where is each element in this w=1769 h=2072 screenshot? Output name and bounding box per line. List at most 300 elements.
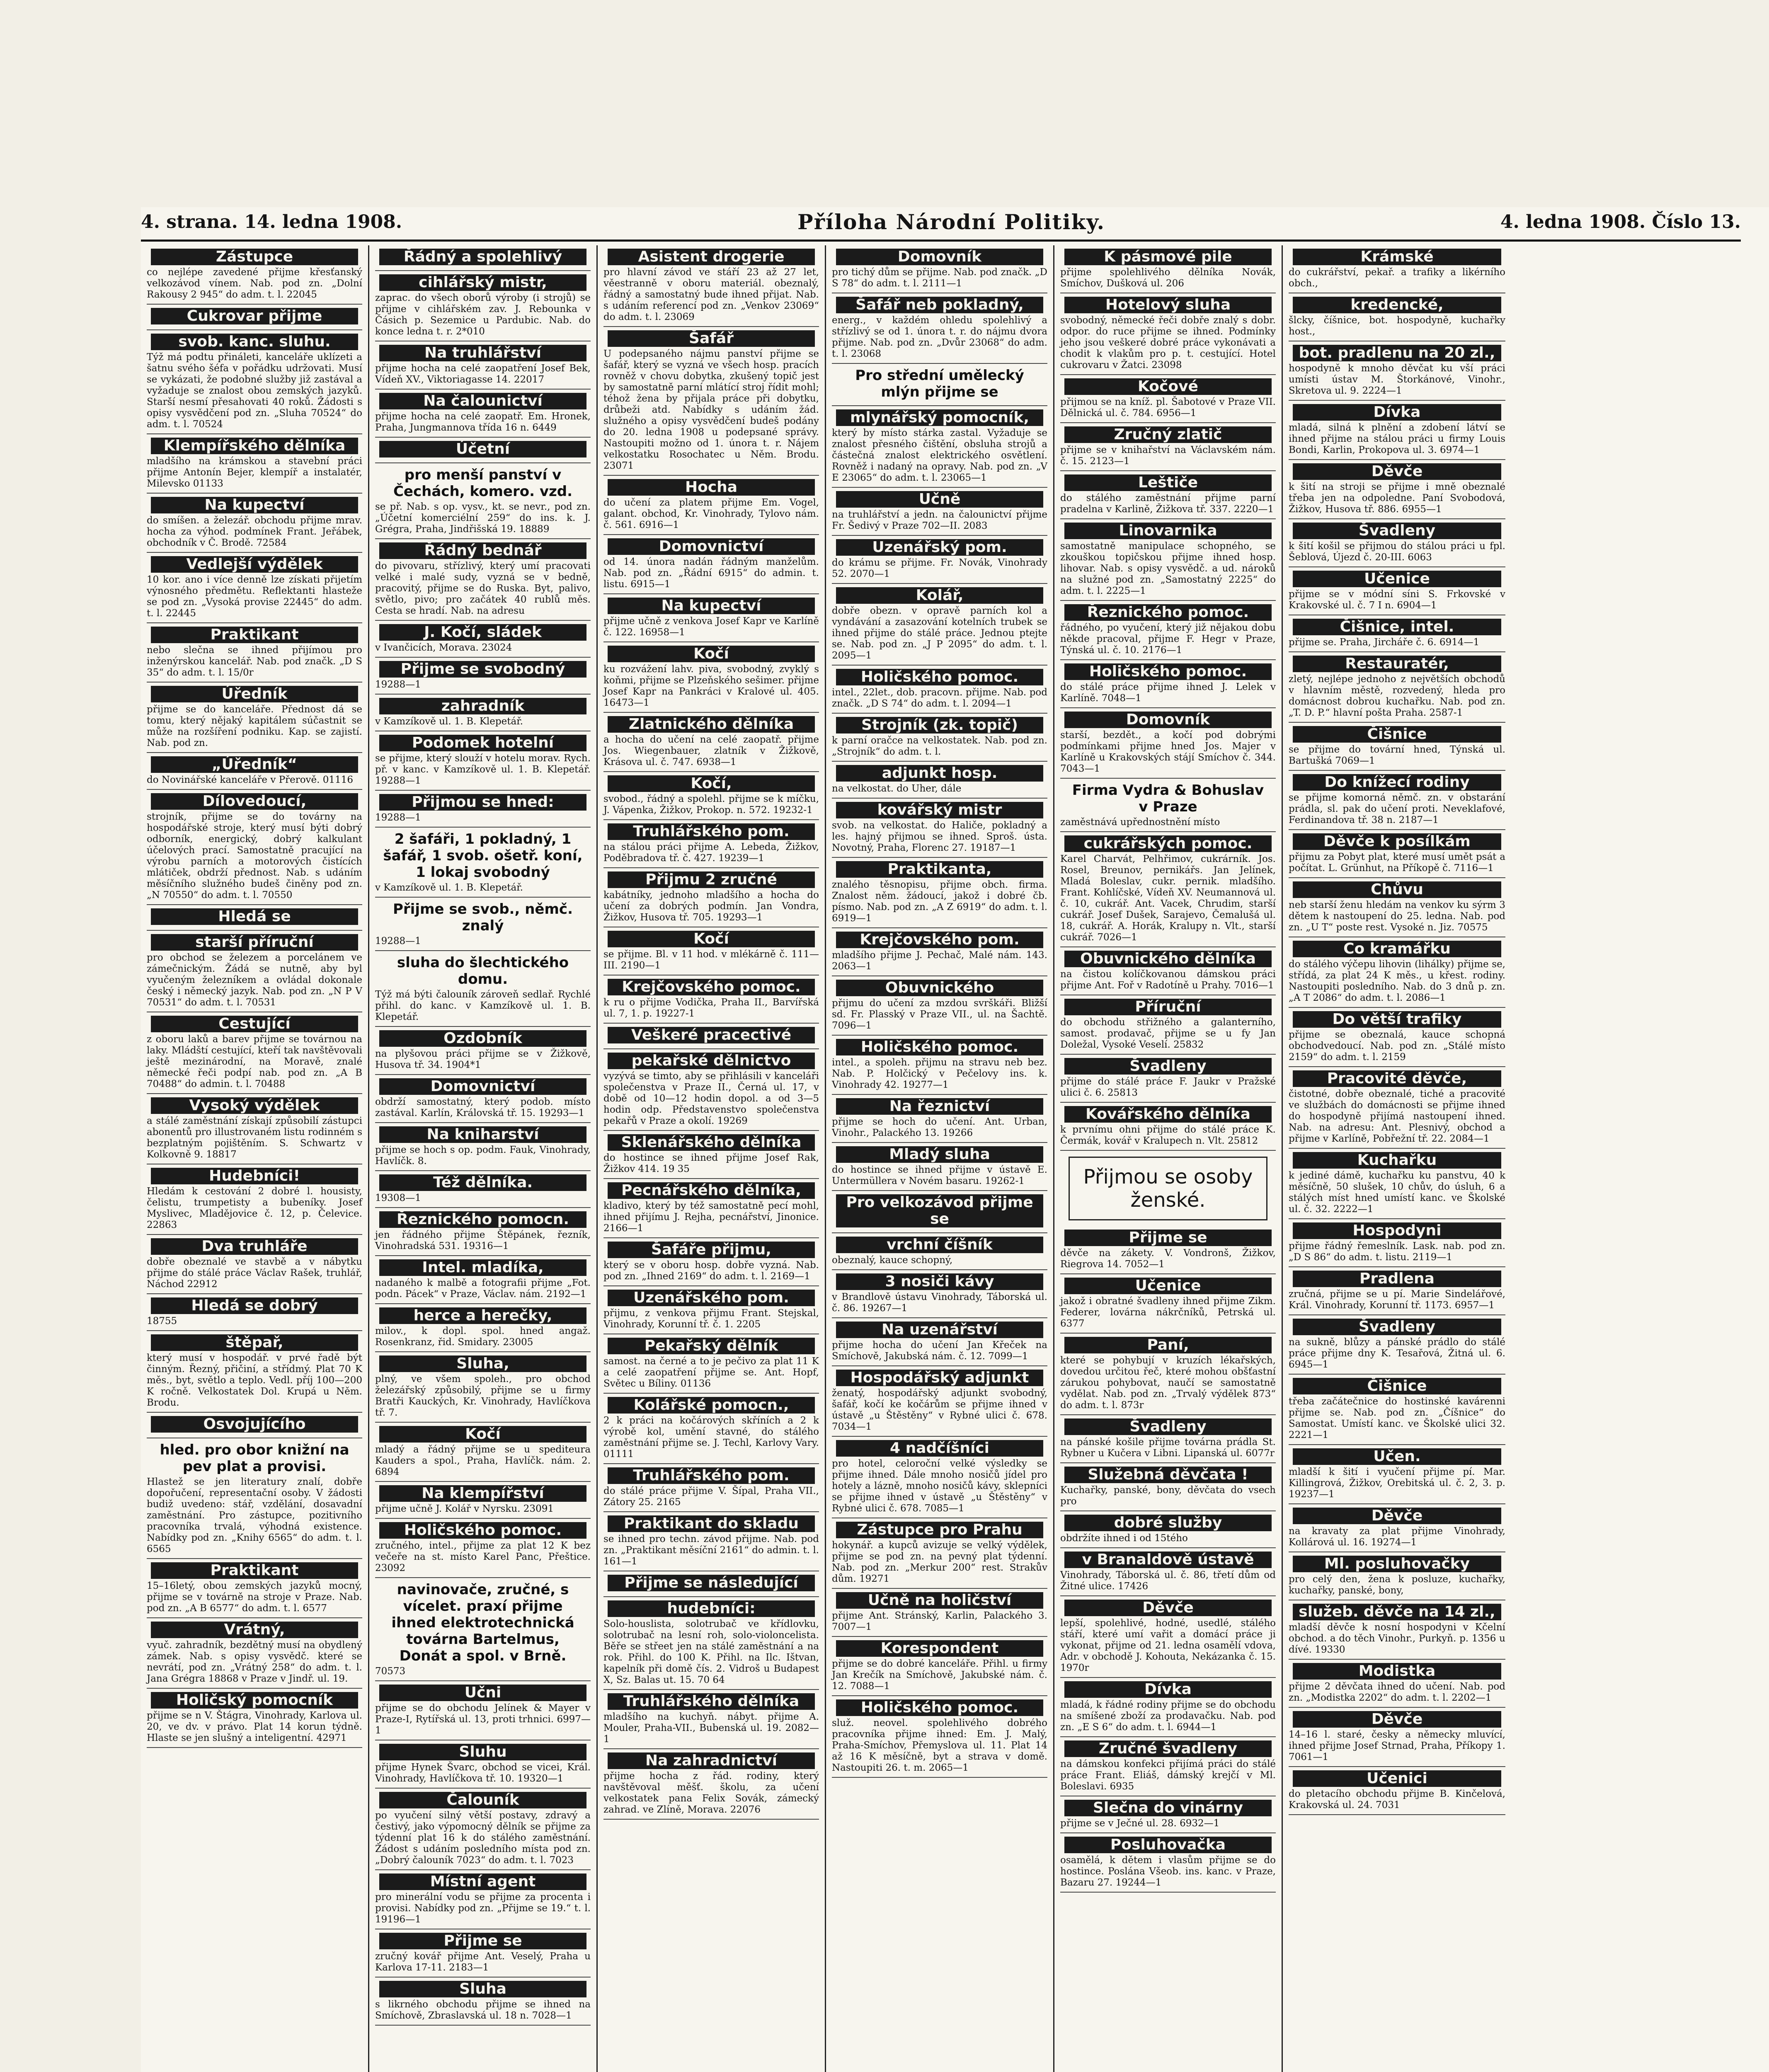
classified-ad (832, 1036, 1047, 1095)
ad-body: přijme učně z venkova Josef Kapr ve Karlíně č. 122. 16958—1 (603, 616, 819, 638)
classified-ad (832, 1191, 1047, 1233)
ad-body: přijme se. Praha, Jircháře č. 6. 6914—1 (1289, 637, 1480, 648)
ad-body: přijme Ant. Stránský, Karlin, Palackého 3. 7007—1 (832, 1610, 1047, 1632)
classified-ad (1060, 832, 1276, 947)
ad-body: přijme spolehlivého dělníka Novák, Smíchov, Dušková ul. 206 (1060, 267, 1276, 289)
ad-headline: Hotelový sluha (1064, 297, 1272, 313)
ad-headline: Praktikant (151, 627, 358, 643)
ad-headline: Ozdobník (379, 1030, 586, 1047)
ad-body: který musí v hospodář. v prvé řadě být činným. Řezný, přičiní, a střídmý. Plat 70 K měs., byt, světlo a teplo. Vedl. příj 100—200 K ročně. Velkostatek Dol. Krupá u Něm. Brodu. (147, 1353, 362, 1408)
ad-headline: Holičského pomoc. (836, 669, 1043, 685)
ad-body: a stálé zaměstnání získají způsobilí zástupci abonentů pro illustrovaném listu rodinném s bezplatným pojištěním. S. Schwartz v Kolkovně 9. 18817 (147, 1116, 362, 1160)
classified-ad (147, 683, 362, 753)
ad-body: strojník, přijme se do továrny na hospodářské stroje, který musí býti dobrý odborník, energický, dobrý kalkulant účelových prací. Samostatně pracující na výrobu parních a motorových čistících mlátiček, obdrží přednost. Nab. s udáním měsíčního služného budeš činěny pod zn. „N 70550“ do adm. t. l. 70550 (147, 811, 362, 900)
ad-headline: Učni (379, 1685, 586, 1701)
classified-ad (1289, 567, 1505, 615)
classified-ad (147, 305, 362, 330)
classified-ad (603, 820, 819, 868)
ad-body: znalého těsnopisu, přijme obch. firma. Znalost něm. žádoucí, jakož i dobré čb. písmo. Nab. pod zn. „A Z 6919“ do adm. t. l. 6919—1 (832, 879, 1047, 924)
ad-headline: Restauratér, (1293, 656, 1501, 672)
classified-ad (147, 753, 362, 790)
classified-ad (1289, 771, 1505, 830)
ad-headline: Sluha, (379, 1356, 586, 1372)
ad-headline: Sluha (379, 1981, 586, 1997)
classified-ad (1289, 1149, 1505, 1219)
classified-ad (603, 1597, 819, 1690)
ad-headline: Na truhlářství (379, 345, 586, 361)
ad-body: na plyšovou práci přijme se v Žižkově, Husova tř. 34. 1904*1 (375, 1048, 591, 1070)
ad-body: na pánské košile přijme továrna prádla St. Rybner u Kučera v Libni. Lipanská ul. 6077r (1060, 1437, 1276, 1459)
classified-ad (375, 245, 591, 271)
ad-headline: štěpař, (151, 1334, 358, 1351)
ad-headline: Uzenářského pom. (608, 1290, 815, 1306)
ad-body: které se pohybují v kruzích lékařských, dovedou určitou řeč, které mohou obšťastní zárukou pohybovat, naučí se samostatně vydělat. Nab. pod zn. „Trvalý výdělek 873“ do adm. t. l. 873r (1060, 1355, 1276, 1411)
ad-headline: Na kupectví (151, 497, 358, 513)
ad-headline: Strojník (zk. topič) (836, 717, 1043, 733)
ad-body: od 14. února nadán řádným manželům. Nab. pod zn. „Řádní 6915“ do admin. t. listu. 6915—1 (603, 557, 819, 590)
classified-ad (1060, 1226, 1276, 1274)
ad-body: Hledám k cestování 2 dobré l. housisty, čelistu, trumpetisty a bubeníky. Josef Myslivec, Mladějovice č. 12, p. Čelevice. 22863 (147, 1186, 362, 1230)
ad-headline: kovářský mistr (836, 802, 1043, 818)
ad-headline: v Branaldově ústavě (1064, 1552, 1272, 1568)
classified-ad (603, 868, 819, 927)
ad-body: mladšího na krámskou a stavební práci přijme Antonín Bejer, klempíř a instalatér, Milevsko 01133 (147, 456, 362, 489)
classified-ad (1060, 947, 1276, 995)
classified-ad (375, 1740, 591, 1789)
section-heading: Přijmou se osoby ženské. (1069, 1157, 1267, 1220)
ad-headline: Veškeré pracectivé (608, 1027, 815, 1043)
ad-body: se přijme. Bl. v 11 hod. v mlékárně č. 111—III. 2190—1 (603, 949, 819, 971)
ad-body: energ., v každém ohledu spolehlivý a střízlivý se od 1. února t. r. do nájmu dvora přijme. Nab. pod zn. „Dvůr 23068“ do adm. t. l. 23068 (832, 315, 1047, 359)
ad-headline: J. Kočí, sládek (379, 624, 586, 641)
classified-ad (832, 488, 1047, 536)
classified-ad (375, 1423, 591, 1482)
classified-ad (1060, 1833, 1276, 1893)
ad-headline: 2 šafáři, 1 pokladný, 1 šafář, 1 svob. ošetř. koní, 1 lokaj svobodný (383, 831, 583, 881)
classified-ad (832, 1637, 1047, 1696)
ad-body: 19288—1 (375, 679, 421, 690)
ad-body: v Kamzíkově ul. 1. B. Klepetář. (375, 882, 523, 893)
ad-body: na truhlářství a jedn. na čalounictví přijme Fr. Šedivý v Praze 702—II. 2083 (832, 509, 1047, 531)
ad-headline: Děvče (1293, 463, 1501, 480)
ad-headline: Osvojujícího (151, 1416, 358, 1433)
classified-ad (1289, 1008, 1505, 1067)
page-header (141, 207, 1741, 236)
ad-body: se přijme komorná němč. zn. v obstarání prádla, sl. pak do učení proti. Neveklafové, Ferdinandova tř. 38 n. 2187—1 (1289, 792, 1505, 825)
ad-columns (141, 245, 1741, 2072)
ad-body: do pletacího obchodu přijme B. Kinčelová, Krakovská ul. 24. 7031 (1289, 1789, 1505, 1811)
classified-ad (375, 1789, 591, 1870)
classified-ad (375, 1929, 591, 1978)
ad-headline: Posluhovačka (1064, 1837, 1272, 1853)
ad-body: se ihned pro techn. závod přijme. Nab. pod zn. „Praktikant měsíční 2161“ do admin. t. l. 161—1 (603, 1534, 819, 1567)
ad-body: na čistou kolíčkovanou dámskou práci přijme Ant. Foř v Radotíně u Prahy. 7016—1 (1060, 969, 1276, 991)
ad-body: a hocha do učení na celé zaopatř. přijme Jos. Wiegenbauer, zlatník v Žižkově, Krásova ul. č. 747. 6938—1 (603, 734, 819, 767)
ad-body: pro celý den, žena k posluze, kuchařky, kuchařky, panské, bony, (1289, 1574, 1505, 1596)
classified-ad (1289, 937, 1505, 1008)
classified-ad (375, 791, 591, 828)
ad-headline: Obuvnického (836, 980, 1043, 996)
ad-headline: Asistent drogerie (608, 249, 815, 265)
classified-ad (832, 714, 1047, 762)
ad-headline: Domovnictví (608, 538, 815, 555)
classified-ad (1289, 1267, 1505, 1315)
ad-body: vyzývá se timto, aby se přihlásili v kanceláři společenstva v Praze II., Černá ul. 17, v době od 10—12 hodin dopol. a od 3—5 hodin odp. Představenstvo společenstva pekařů v Praze a okolí. 19269 (603, 1071, 819, 1126)
classified-ad (1060, 375, 1276, 423)
ad-body: Vinohrady, Táborská ul. č. 86, třetí dům od Žitné ulice. 17426 (1060, 1570, 1276, 1592)
ad-headline: Učenici (1293, 1770, 1501, 1787)
ad-body: hokynář. a kupců avizuje se velký výdělek, přijme se pod zn. na pevný plat týdenní. Nab. pod zn. „Merkur 200“ rest. Strakův dům. 19271 (832, 1540, 1047, 1584)
ad-headline: kredencké, (1293, 297, 1501, 313)
column-1 (141, 245, 369, 2072)
ad-body: mladší k šití i vyučení přijme pí. Mar. Killingrová, Žižkov, Orebitská ul. č. 2, 3. p. 19237—1 (1289, 1467, 1505, 1500)
ad-body: zaměstnává upřednostnění místo (1060, 817, 1220, 828)
ad-body: šlcky, číšnice, bot. hospodyně, kuchařky host., (1289, 315, 1505, 337)
classified-ad (147, 1438, 362, 1559)
ad-headline: Řeznického pomocn. (379, 1211, 586, 1228)
ad-body: do stálého zaměstnání přijme parní pradelna v Karlině, Žižkova tř. 337. 2220—1 (1060, 493, 1276, 515)
ad-body: na velkostat. do Uher, dále (832, 783, 962, 794)
ad-body: nadaného k malbě a fotografii přijme „Fot. podn. Pácek“ v Praze, Václav. nám. 2192—1 (375, 1278, 591, 1300)
ad-body: co nejlépe zavedené přijme křesťanský velkozávod vínem. Nab. pod zn. „Dolní Rakousy 2 945“ do adm. t. l. 22045 (147, 267, 362, 300)
ad-headline: Učně na holičství (836, 1592, 1043, 1609)
ad-body: 19308—1 (375, 1193, 421, 1203)
classified-ad (603, 1238, 819, 1286)
ad-headline: mlynářský pomocník, (836, 409, 1043, 426)
classified-ad (1060, 471, 1276, 519)
ad-headline: Pro velkozávod přijme se (836, 1194, 1043, 1227)
classified-ad (603, 1179, 819, 1238)
ad-headline: hled. pro obor knižní na pev plat a provisi. (160, 1442, 349, 1475)
ad-body: z oboru laků a barev přijme se továrnou na laky. Mládští cestující, kteří tak navštěvovali ještě mezinárodní, na Moravě, znalé německé řeči podpí nab. pod zn. „A B 70488“ do admin. t. l. 70488 (147, 1034, 362, 1089)
ad-headline: Přijme se následující (608, 1575, 815, 1591)
ad-body: řádného, po vyučení, který již nějakou dobu někde pracoval, přijme F. Hegr v Praze, Týnská ul. č. 10. 2176—1 (1060, 622, 1276, 656)
ad-headline: Čišnice (1293, 726, 1501, 743)
ad-headline: Chůvu (1293, 881, 1501, 898)
ad-headline: Slečna do vinárny (1064, 1800, 1272, 1816)
ad-body: dobře obezn. v opravě parních kol a vyndávání a zasazování kotelních trubek se ihned přijme do stálé práce. Jednou ptejte se. Nab. pod zn. „J P 2095“ do adm. t. l. 2095—1 (832, 605, 1047, 661)
ad-headline: Přijme se svob., němč. znalý (393, 901, 573, 934)
ad-body: k parní oračce na velkostatek. Nab. pod zn. „Strojník“ do adm. t. l. (832, 735, 1047, 757)
classified-ad (603, 1131, 819, 1179)
ad-body: přijme se hoch do učení. Ant. Urban, Vinohr., Palackého 13. 19266 (832, 1116, 1047, 1138)
ad-body: pro minerální vodu se přijme za procenta i provisi. Nabídky pod zn. „Přijme se 19.“ t. l. 19196—1 (375, 1892, 591, 1925)
classified-ad (832, 1437, 1047, 1518)
ad-headline: Domovnictví (379, 1078, 586, 1095)
ad-headline: Hledá se dobrý (151, 1297, 358, 1314)
classified-ad (1060, 1511, 1276, 1548)
ad-body: svob. na velkostat. do Haliče, pokladný a les. hajný přijmou se ihned. Sproš. ústa. Novotný, Praha, Florenc 27. 19187—1 (832, 820, 1047, 853)
classified-ad (375, 1482, 591, 1519)
ad-body: 19288—1 (375, 936, 421, 946)
ad-headline: Praktikant (151, 1562, 358, 1579)
ad-headline: Přijmu 2 zručné (608, 871, 815, 888)
classified-ad (603, 927, 819, 975)
ad-headline: Hledá se (151, 908, 358, 925)
ad-headline: pro menší panství v Čechách, komero. vzd. (393, 467, 573, 500)
ad-body: se přijme, který slouží v hotelu morav. Rych. př. v kanc. v Kamzíkově ul. 1. B. Klepetář. 19288—1 (375, 753, 591, 786)
ad-headline: Holičského pomoc. (1064, 663, 1272, 680)
ad-headline: Do větší trafiky (1293, 1011, 1501, 1028)
ad-body: děvče na zákety. V. Vondronš, Žižkov, Riegrova 14. 7052—1 (1060, 1248, 1276, 1270)
classified-ad (1060, 1055, 1276, 1103)
classified-ad (1060, 1334, 1276, 1415)
ad-headline: Dílovedoucí, (151, 793, 358, 810)
classified-ad (603, 327, 819, 476)
classified-ad (375, 341, 591, 390)
ad-headline: Přijme se (379, 1933, 586, 1949)
classified-ad (1289, 460, 1505, 519)
ad-headline: Linovarnika (1064, 523, 1272, 539)
classified-ad (1289, 1708, 1505, 1767)
ad-body: přijme do stálé práce F. Jaukr v Pražské ulici č. 6. 25813 (1060, 1076, 1276, 1098)
classified-ad (603, 1334, 819, 1394)
ad-headline: Úředník (151, 686, 358, 702)
classified-ad (1289, 519, 1505, 567)
ad-headline: Pradlena (1293, 1271, 1501, 1287)
classified-ad (1289, 652, 1505, 723)
ad-body: přijme Hynek Švarc, obchod se vicei, Král. Vinohrady, Havlíčkova tř. 10. 19320—1 (375, 1762, 591, 1784)
ad-body: samostatně manipulace schopného, se zkouškou topičskou přijme ihned hosp. lihovar. Nab. s opisy vysvědč. a ud. nároků na služné pod zn. „Samostatný 2225“ do adm. t. l. 2225—1 (1060, 541, 1276, 596)
ad-headline: Korespondent (836, 1640, 1043, 1657)
ad-body: do Novinářské kanceláře v Přerově. 01116 (147, 775, 353, 785)
classified-ad (147, 1294, 362, 1331)
ad-headline: Čišnice (1293, 1378, 1501, 1394)
ad-headline: Učenice (1064, 1278, 1272, 1294)
ad-headline: Kolářské pomocn., (608, 1397, 815, 1414)
ad-body: nebo slečna se ihned přijímou pro inženýrskou kancelář. Nab. pod značk. „D S 35“ do adm. t. l. 15/0r (147, 645, 362, 678)
ad-headline: Dívka (1293, 404, 1501, 421)
classified-ad (1289, 878, 1505, 937)
classified-ad (1289, 1660, 1505, 1708)
classified-ad (1289, 293, 1505, 341)
classified-ad (147, 1012, 362, 1094)
ad-headline: Obuvnického dělníka (1064, 951, 1272, 967)
classified-ad (375, 463, 591, 539)
ad-body: do krámu se přijme. Fr. Novák, Vinohrady 52. 2070—1 (832, 557, 1047, 579)
ad-body: přijme se v knihařství na Václavském nám. č. 15. 2123—1 (1060, 445, 1276, 467)
classified-ad (1060, 293, 1276, 375)
ad-body: na kravaty za plat přijme Vinohrady, Kollárová ul. 16. 19274—1 (1289, 1526, 1505, 1548)
classified-ad (832, 1143, 1047, 1191)
ad-headline: Zástupce pro Prahu (836, 1522, 1043, 1538)
column-6 (1283, 245, 1511, 2072)
ad-headline: Pracovité děvče, (1293, 1070, 1501, 1087)
classified-ad (603, 1049, 819, 1131)
ad-body: U podepsaného nájmu panství přijme se šafář, který se vyzná ve všech hosp. pracích rovněž v chovu dobytka, zkušený topič jest by samostatně parní mlátící stroj řídit mohl; téhož žena by přijala práce při dobytku, drůbeži atd. Nabídky s udáním žád. služného a opisy vysvědčení budeš podány do 20. ledna 1908 u podepsané správy. Nastoupiti možno od 1. února t. r. Nájem velkostatku Rosochatec u Něm. Brodu. 23071 (603, 349, 819, 471)
classified-ad (1060, 519, 1276, 601)
ad-body: mladšího přijme J. Pechač, Malé nám. 143. 2063—1 (832, 950, 1047, 972)
classified-ad (603, 1571, 819, 1597)
ad-body: do hostince se ihned přijme Josef Rak, Žižkov 414. 19 35 (603, 1152, 819, 1174)
classified-ad (147, 1413, 362, 1438)
ad-body: 18755 (147, 1316, 177, 1326)
ad-headline: Na uzenářství (836, 1322, 1043, 1338)
classified-ad (375, 1027, 591, 1075)
ad-body: po vyučení silný větší postavy, zdravý a čestivý, jako výpomocný dělník se přijme za týdenní plat 16 k do stálého zaměstnání. Žádost s udáním posledního místa pod zn. „Dobrý čalouník 7023“ do adm. t. l. 7023 (375, 1810, 591, 1866)
classified-ad (147, 1164, 362, 1235)
ad-body: do stálé práce přijme V. Šípal, Praha VII., Zátory 25. 2165 (603, 1486, 819, 1508)
ad-headline: Pekařský dělník (608, 1338, 815, 1354)
ad-body: milov., k dopl. spol. hned angaž. Rosenkranz, řid. Smidary. 23005 (375, 1326, 591, 1348)
ad-headline: Zručný zlatič (1064, 426, 1272, 443)
ad-body: lepší, spolehlivé, hodné, usedlé, stálého stáří, které umí vařit a domácí práce ji vykonat, přijme od 21. ledna osamělí vdova, Adr. v obchodě J. Kohouta, Nekázanka č. 15. 1970r (1060, 1618, 1276, 1673)
ad-headline: hudebníci: (608, 1600, 815, 1617)
ad-body: na dámskou konfekci přijímá práci do stálé práce Frant. Eliáš, dámský krejčí v Ml. Boleslavi. 6935 (1060, 1759, 1276, 1792)
classified-ad (603, 476, 819, 535)
classified-ad (603, 1749, 819, 1820)
ad-body: Hlastež se jen literatury znalí, dobře dopořučení, representační osoby. V žádosti budiž uvedeno: stář, vzdělání, dosavadní zaměstnání. Pro zástupce, pozitivního pracovníka trvalá, výhodná existence. Nabídky pod zn. „Knihy 6565“ do adm. t. l. 6565 (147, 1477, 362, 1554)
ad-headline: Děvče (1293, 1711, 1501, 1728)
ad-headline: Kočí (608, 931, 815, 947)
ad-body: hospodyně k mnoho děvčat ku vší práci umísti ústav M. Štorkánové, Vinohr., Skretova ul. 9. 2224—1 (1289, 363, 1505, 396)
ad-headline: starší příruční (151, 934, 358, 951)
ad-body: zručná, přijme se u pí. Marie Sindelářové, Král. Vinohrady, Korunní tř. 1173. 6957—1 (1289, 1289, 1505, 1311)
ad-headline: Zručné švadleny (1064, 1740, 1272, 1757)
classified-ad (1060, 245, 1276, 293)
classified-ad (603, 535, 819, 594)
ad-body: k jediné dámě, kuchařku ku panstvu, 40 k měsíčně, 50 slušek, 10 chův, do úsluh, 6 a stálých míst hned umístí kanc. ve Školské ul. č. 32. 2222—1 (1289, 1170, 1505, 1215)
classified-ad (603, 713, 819, 772)
ad-headline: Kolář, (836, 587, 1043, 604)
classified-ad (375, 731, 591, 791)
classified-ad (1289, 830, 1505, 878)
classified-ad (1289, 1552, 1505, 1600)
ad-headline: Děvče (1064, 1600, 1272, 1616)
ad-body: 70573 (375, 1666, 406, 1677)
ad-body: 15–16letý, obou zemských jazyků mocný, přijme se v továrně na stroje v Praze. Nab. pod zn. „A B 6577“ do adm. t. l. 6577 (147, 1581, 362, 1614)
classified-ad (1060, 1463, 1276, 1511)
classified-ad (147, 1618, 362, 1689)
ad-headline: Truhlářského pom. (608, 823, 815, 840)
column-2 (369, 245, 598, 2072)
ad-headline: Šafáře přijmu, (608, 1242, 815, 1258)
ad-headline: herce a herečky, (379, 1307, 586, 1324)
classified-ad (1289, 341, 1505, 401)
ad-body: zručný kovář přijme Ant. Veselý, Praha u Karlova 17-11. 2183—1 (375, 1951, 591, 1973)
ad-headline: Švadleny (1293, 523, 1501, 539)
classified-ad (603, 594, 819, 642)
ad-body: přijme se do obchodu Jelínek & Mayer v Praze-I, Rytířská ul. 13, proti trhnici. 6997—1 (375, 1703, 591, 1736)
ad-headline: Děvče k posílkám (1293, 833, 1501, 850)
ad-body: na stálou práci přijme A. Lebeda, Žižkov, Poděbradova tř. č. 427. 19239—1 (603, 842, 819, 864)
ad-headline: Co kramářku (1293, 941, 1501, 957)
ad-headline: Služebná děvčata ! (1064, 1467, 1272, 1483)
classified-ad (603, 1690, 819, 1749)
ad-body: Kuchařky, panské, bony, děvčata do vsech pro (1060, 1485, 1276, 1507)
ad-headline: K pásmové pile (1064, 249, 1272, 265)
classified-ad (832, 976, 1047, 1036)
ad-headline: Intel. mladíka, (379, 1259, 586, 1276)
ad-headline: Cukrovar přijme (151, 308, 358, 324)
ad-headline: vrchní číšník (836, 1237, 1043, 1253)
ad-body: kladivo, který by též samostatně pecí mohl, ihned přijímu J. Rejha, pecnářství, Jinonice. 2166—1 (603, 1201, 819, 1234)
classified-ad (1060, 779, 1276, 832)
classified-ad (375, 898, 591, 951)
ad-body: osamělá, k dětem i vlasům přijme se do hostince. Poslána Všeob. ins. kanc. v Praze, Bazaru 27. 19244—1 (1060, 1855, 1276, 1888)
ad-headline: Na kniharství (379, 1126, 586, 1143)
classified-ad (375, 1075, 591, 1123)
classified-ad (1060, 1596, 1276, 1678)
classified-ad (1060, 1678, 1276, 1737)
ad-headline: Učně (836, 491, 1043, 508)
ad-headline: Sklenářského dělníka (608, 1134, 815, 1151)
ad-headline: Modistka (1293, 1663, 1501, 1680)
classified-ad (375, 1171, 591, 1208)
classified-ad (1060, 995, 1276, 1055)
ad-headline: 4 nadčíšníci (836, 1440, 1043, 1457)
classified-ad (147, 494, 362, 553)
classified-ad (603, 772, 819, 820)
classified-ad (375, 539, 591, 621)
ad-body: přijmu do učení za mzdou svrškáři. Bližší sd. Fr. Plasský v Praze VII., ul. na Šachtě. 7096—1 (832, 998, 1047, 1031)
classified-ad (375, 1681, 591, 1740)
classified-ad (1289, 1600, 1505, 1660)
ad-headline: Řádný bednář (379, 542, 586, 559)
header-left: 4. strana. 14. ledna 1908. (141, 211, 402, 232)
ad-body: přijme se obeznalá, kauce schopná obchodvedoucí. Nab. pod zn. „Stálé místo 2159“ do adm. t. l. 2159 (1289, 1029, 1505, 1063)
ad-headline: Sluhu (379, 1744, 586, 1760)
ad-body: dobře obeznalé ve stavbě a v nábytku přijme do stálé práce Václav Rašek, truhlář, Náchod 22912 (147, 1256, 362, 1290)
ad-body: mladšího na kuchyň. nábyt. přijme A. Mouler, Praha-VII., Bubenská ul. 19. 2082—1 (603, 1711, 819, 1745)
ad-body: k šití košil se přijmou do stálou práci u fpl. Šeblová, Újezd č. 20-III. 6063 (1289, 541, 1505, 563)
ad-headline: Pro střední umělecký mlýn přijme se (855, 367, 1024, 400)
classified-ad (1289, 1767, 1505, 1815)
ad-body: přijme se hoch s op. podm. Fauk, Vinohrady, Havlíčk. 8. (375, 1145, 591, 1167)
classified-ad (375, 1578, 591, 1681)
ad-body: do hostince se ihned přijme v ústavě E. Untermüllera v Novém basaru. 19262-1 (832, 1164, 1047, 1186)
classified-ad (1060, 1274, 1276, 1334)
ad-headline: Uzenářský pom. (836, 539, 1043, 556)
classified-ad (375, 1352, 591, 1423)
ad-body: 14–16 l. staré, česky a německy mluvící, ihned přijme Josef Strnad, Praha, Příkopy 1. 7061—1 (1289, 1729, 1505, 1762)
ad-headline: Zástupce (151, 249, 358, 265)
ad-body: ku rozvážení lahv. piva, svobodný, zvyklý s koňmi, přijme se Plzeňského sešimer. přijme Josef Kapr na Pankráci v Kralové ul. 405. 16473—1 (603, 664, 819, 708)
ad-headline: Šafář (608, 330, 815, 347)
ad-headline: Holičský pomocník (151, 1692, 358, 1709)
ad-headline: Učenice (1293, 571, 1501, 587)
ad-body: do obchodu střižného a galanterního, samost. prodavač, přijme se u fy Jan Doležal, Vysoké Veselí. 25832 (1060, 1017, 1276, 1050)
ad-headline: Paní, (1064, 1337, 1272, 1353)
classified-ad (1060, 1103, 1276, 1151)
ad-headline: sluha do šlechtického domu. (397, 954, 569, 988)
ad-headline: Hospodyni (1293, 1222, 1501, 1239)
ad-headline: Kočí, (608, 775, 815, 792)
classified-ad (1289, 1375, 1505, 1445)
ad-headline: cukrářských pomoc. (1064, 835, 1272, 852)
ad-headline: služeb. děvče na 14 zl., (1293, 1604, 1501, 1620)
ad-headline: Účetní (379, 441, 586, 457)
classified-ad (375, 621, 591, 658)
classified-ad (375, 271, 591, 341)
classified-ad (147, 790, 362, 905)
ad-headline: „Úředník“ (151, 756, 358, 773)
classified-ad (375, 658, 591, 695)
ad-body: který by místo stárka zastal. Vyžaduje se znalost přesného čištění, obsluha strojů a částečná znalost elektrického osvětlení. Rovněž i nadaný na opravy. Nab. pod zn. „V E 23065“ do adm. t. l. 23065—1 (832, 428, 1047, 483)
ad-headline: Ml. posluhovačky (1293, 1556, 1501, 1572)
ad-body: přijme se do kanceláře. Přednost dá se tomu, který nějaký kapitálem súčastnit se může na rozšíření podniku. Kap. se zajistí. Nab. pod zn. (147, 704, 362, 748)
column-3 (598, 245, 826, 2072)
ad-headline: Podomek hotelní (379, 735, 586, 751)
ad-body: kabátníky, jednoho mladšího a hocha do učení za dobrých podmín. Jan Vondra, Žižkov, Husova tř. 705. 19293—1 (603, 890, 819, 923)
ad-body: starší, bezdět., a kočí pod dobrými podmínkami přijme hned Jos. Majer v Karlíně u Krakovských stájí Smíchov č. 344. 7043—1 (1060, 730, 1276, 774)
classified-ad (603, 1512, 819, 1571)
classified-ad (832, 406, 1047, 488)
ad-body: třeba začátečnice do hostinské kavárenni přijme se. Nab. pod zn. „Číšnice“ do Samostat. Umístí kanc. ve Školské ulici 32. 2221—1 (1289, 1396, 1505, 1440)
ad-headline: Klempířského dělníka (151, 438, 358, 454)
ad-body: služ. neovel. spolehlivého dobrého pracovníka přijme ihned: Em. J. Malý, Praha-Smíchov, Přemyslova ul. 11. Plat 14 až 16 K měsíčně, byt a strava v domě. Nastoupiti 26. t. m. 2065—1 (832, 1718, 1047, 1773)
classified-ad (603, 1464, 819, 1512)
